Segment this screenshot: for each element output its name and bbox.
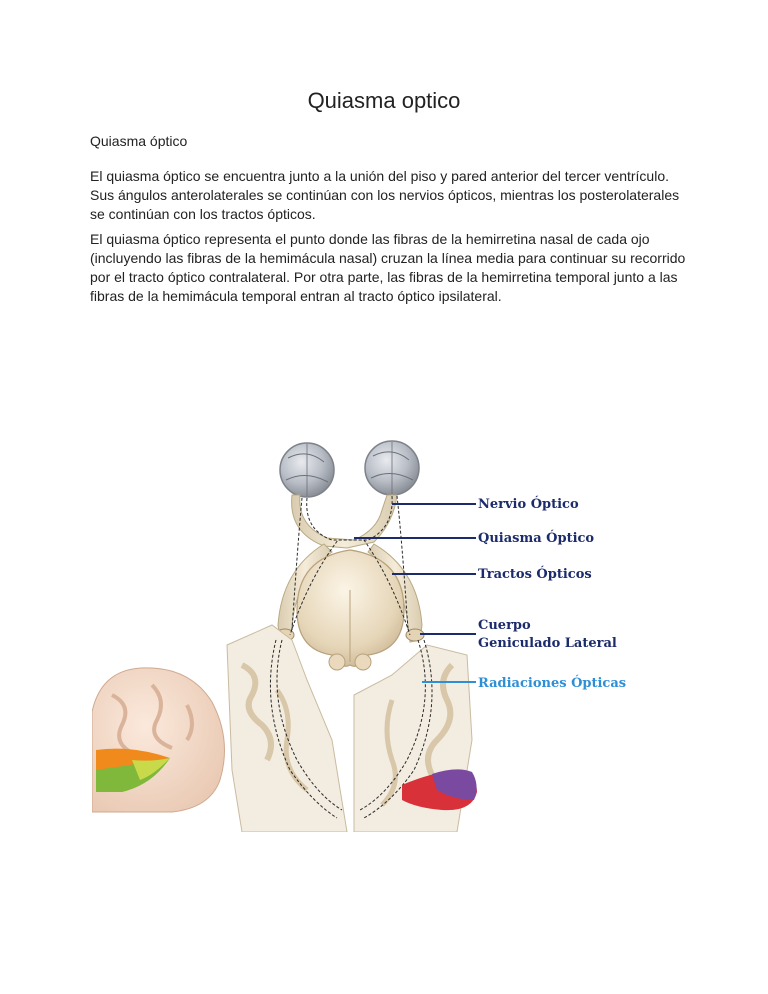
label-nervio-optico: Nervio Óptico: [478, 497, 579, 512]
section-subtitle: Quiasma óptico: [90, 133, 188, 149]
label-quiasma-optico: Quiasma Óptico: [478, 531, 595, 546]
eyeball-left: [280, 443, 334, 497]
lateral-brain-view: [92, 668, 225, 812]
optic-pathway-illustration: [92, 440, 662, 832]
eyeball-right: [365, 441, 419, 495]
label-cuerpo: Cuerpo: [478, 618, 531, 633]
label-radiaciones-opticas: Radiaciones Ópticas: [478, 676, 627, 691]
thalamus: [297, 550, 404, 670]
label-geniculado-lateral: Geniculado Lateral: [478, 636, 617, 651]
label-tractos-opticos: Tractos Ópticos: [478, 567, 592, 582]
paragraph-1: El quiasma óptico se encuentra junto a la unión del piso y pared anterior del tercer ventrículo. Sus ángulos anterolaterales se continúan con los nervios ópticos, mientras los posterolaterales se continúan con los tractos ópticos.: [90, 168, 680, 222]
page-title: Quiasma optico: [307, 88, 461, 113]
paragraph-2: El quiasma óptico representa el punto donde las fibras de la hemirretina nasal de cada ojo (incluyendo las fibras de la hemimácula nasal) cruzan la línea media para continuar su recorrido por el tracto óptico contralateral. Por otra parte, las fibras de la hemirretina temporal junto a las fibras de la hemimácula temporal entran al tracto óptico ipsilateral.: [90, 231, 686, 304]
